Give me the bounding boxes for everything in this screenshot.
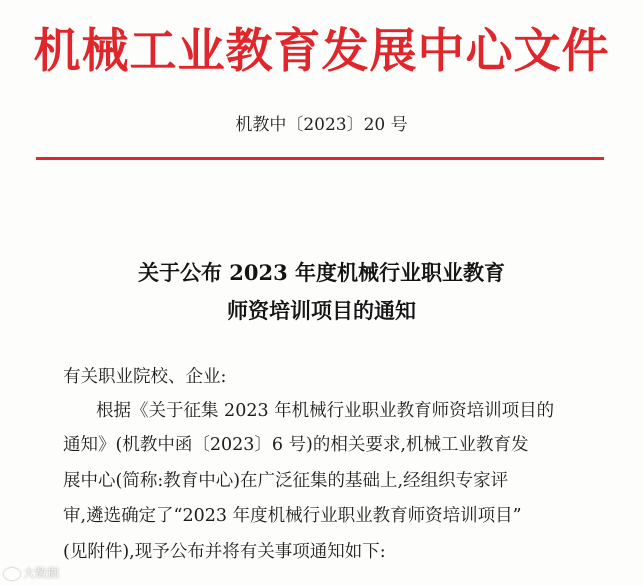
notice-title-line-2: 师资培训项目的通知	[227, 298, 416, 323]
body-line: 展中心(简称:教育中心)在广泛征集的基础上,经组织专家评	[63, 471, 509, 491]
issuing-authority-title: 机械工业教育发展中心文件	[33, 24, 610, 79]
watermark-text: 大数据	[23, 566, 60, 580]
body-line: 审,遴选确定了“2023 年度机械行业职业教育师资培训项目”	[63, 506, 522, 526]
body-line: 根据《关于征集 2023 年机械行业职业教育师资培训项目的	[96, 401, 555, 421]
body-line: (见附件),现予公布并将有关事项通知如下:	[63, 542, 386, 562]
body-line: 通知》(机教中函〔2023〕6 号)的相关要求,机械工业教育发	[63, 435, 529, 455]
watermark	[4, 565, 59, 581]
weibo-logo-icon	[4, 568, 20, 580]
document-number: 机教中〔2023〕20 号	[235, 115, 408, 135]
notice-title-line-1: 关于公布 2023 年度机械行业职业教育	[137, 260, 506, 285]
red-divider-line	[36, 157, 604, 160]
salutation: 有关职业院校、企业:	[63, 367, 227, 387]
